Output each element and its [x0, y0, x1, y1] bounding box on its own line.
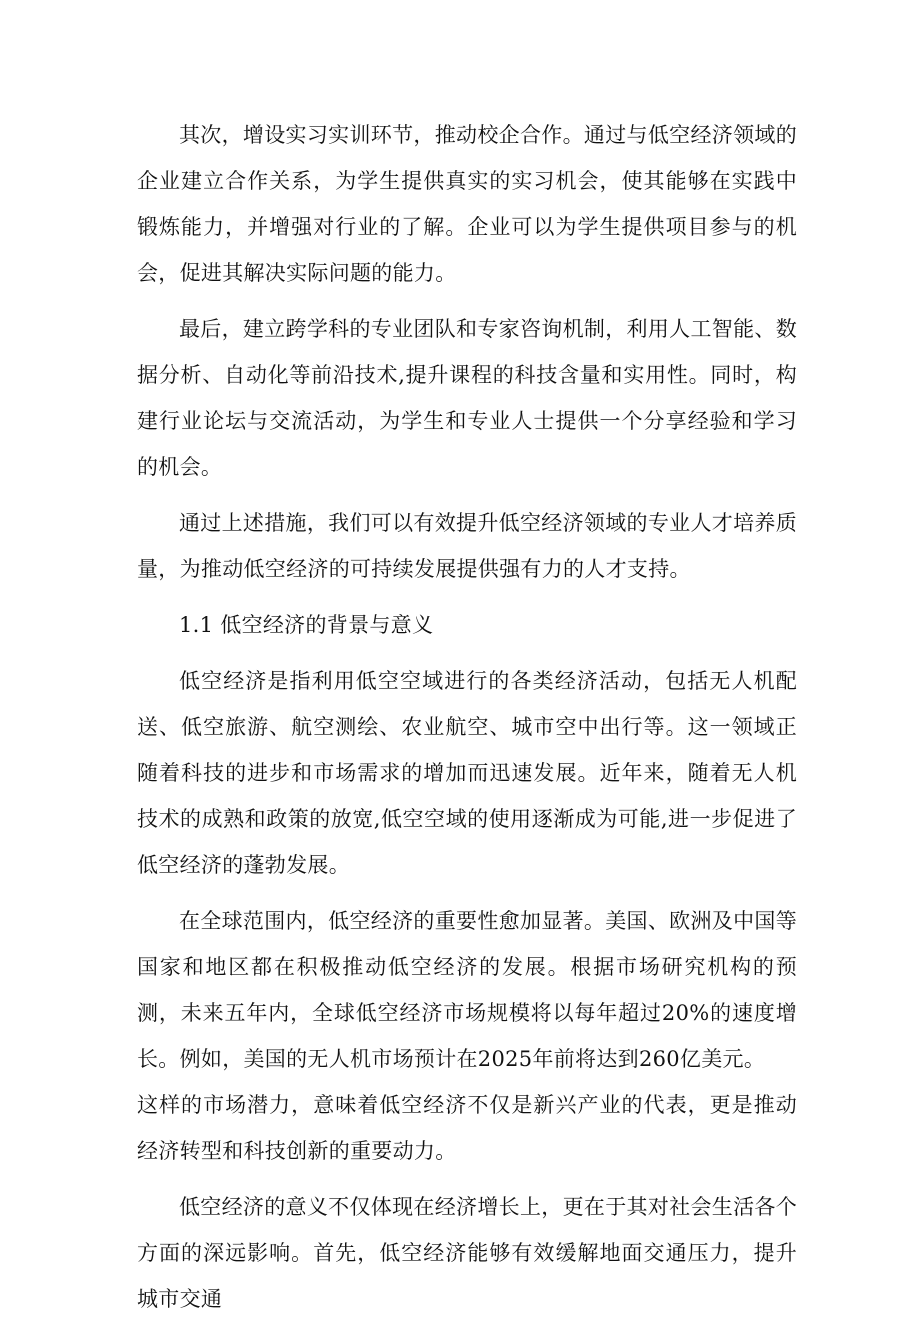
- paragraph-definition: 低空经济是指利用低空空域进行的各类经济活动，包括无人机配送、低空旅游、航空测绘、农业航空、城市空中出行等。这一领域正随着科技的进步和市场需求的增加而迅速发展。近年来，随着无人机技术的成熟和政策的放宽,低空空域的使用逐渐成为可能,进一步促进了低空经济的蓬勃发展。: [137, 669, 797, 877]
- paragraph-market-potential: 这样的市场潜力，意味着低空经济不仅是新兴产业的代表，更是推动经济转型和科技创新的重要动力。: [137, 1093, 797, 1163]
- paragraph-interdisciplinary: 最后，建立跨学科的专业团队和专家咨询机制，利用人工智能、数据分析、自动化等前沿技术,提升课程的科技含量和实用性。同时，构建行业论坛与交流活动，为学生和专业人士提供一个分享经验和学习的机会。: [137, 317, 797, 479]
- paragraph-significance: 低空经济的意义不仅体现在经济增长上，更在于其对社会生活各个方面的深远影响。首先，低空经济能够有效缓解地面交通压力，提升城市交通: [137, 1195, 797, 1311]
- document-body: [137, 112, 797, 1322]
- paragraph-summary: 通过上述措施，我们可以有效提升低空经济领域的专业人才培养质量，为推动低空经济的可持续发展提供强有力的人才支持。: [137, 511, 797, 581]
- section-heading: 1.1 低空经济的背景与意义: [179, 613, 434, 637]
- paragraph-internship: 其次，增设实习实训环节，推动校企合作。通过与低空经济领域的企业建立合作关系，为学生提供真实的实习机会，使其能够在实践中锻炼能力，并增强对行业的了解。企业可以为学生提供项目参与的机会，促进其解决实际问题的能力。: [137, 123, 797, 285]
- paragraph-global: 在全球范围内，低空经济的重要性愈加显著。美国、欧洲及中国等国家和地区都在积极推动低空经济的发展。根据市场研究机构的预测，未来五年内，全球低空经济市场规模将以每年超过20%的速度增长。例如，美国的无人机市场预计在2025年前将达到260亿美元。: [137, 909, 797, 1071]
